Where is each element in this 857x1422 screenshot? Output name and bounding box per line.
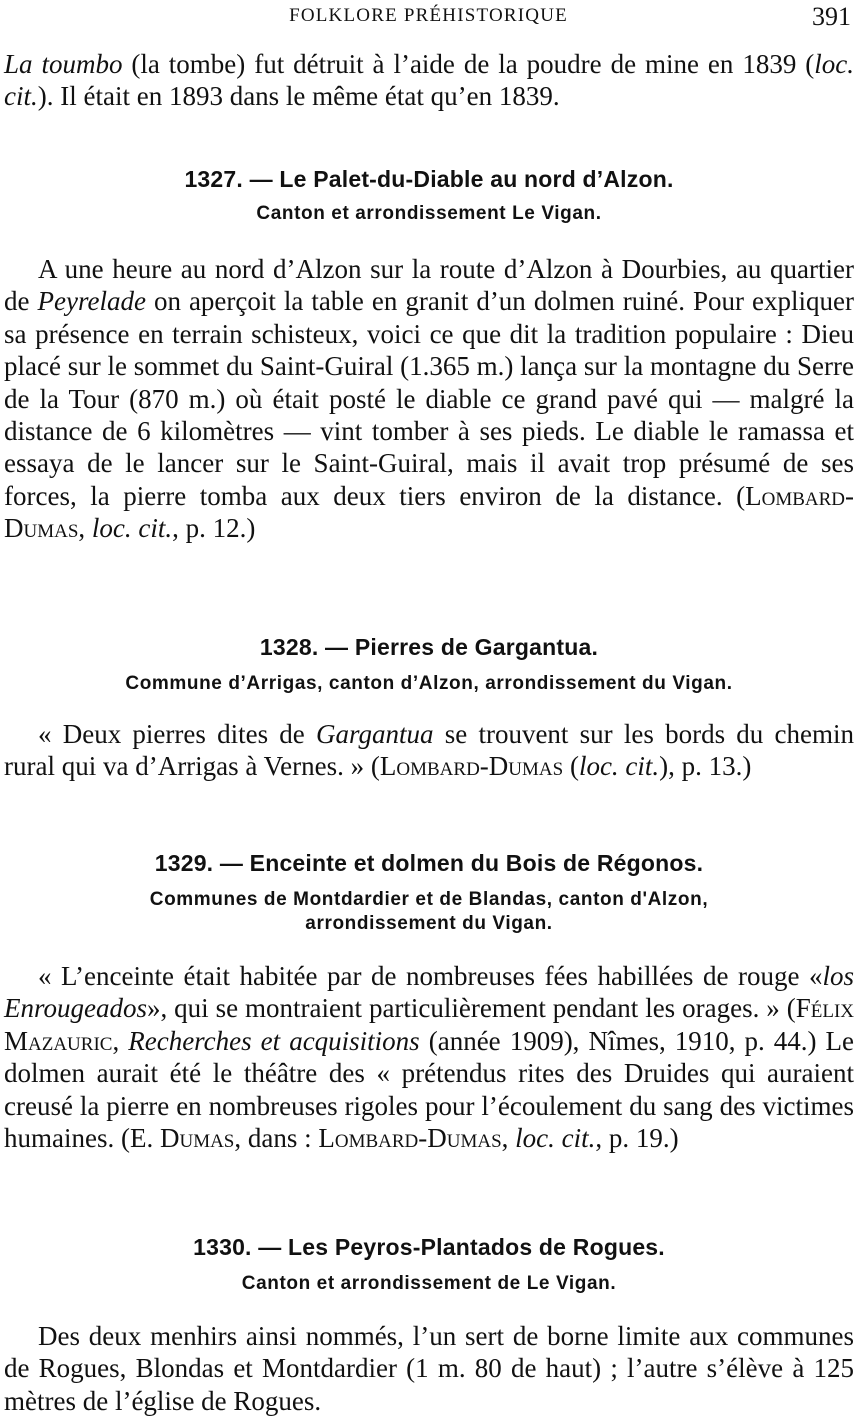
entry-text: , p. 19.) bbox=[595, 1123, 679, 1154]
author-name: Lombard-Dumas bbox=[4, 480, 854, 544]
entry-subtitle: Commune d’Arrigas, canton d’Alzon, arrondissement du Vigan. bbox=[125, 673, 733, 694]
entry-text: », qui se montraient particulièrement pendant les orages. » ( bbox=[147, 993, 796, 1024]
entry-text: , bbox=[112, 1025, 129, 1056]
entry-title: 1329. — Enceinte et dolmen du Bois de Régonos. bbox=[154, 850, 704, 876]
entry-subtitle: Canton et arrondissement de Le Vigan. bbox=[241, 1273, 617, 1294]
entry-text: Des deux menhirs ainsi nommés, l’un sert de borne limite aux communes de Rogues, Blondas et Montdardier (1 m. 80 de haut) ; l’autre s’élève à 125 mètres de l’église de Rogues. bbox=[4, 1321, 854, 1416]
entry-text: , p. 12.) bbox=[172, 513, 256, 544]
entry-paragraph bbox=[4, 253, 854, 545]
entry-text: Peyrelade bbox=[37, 286, 146, 317]
entry-1330-body bbox=[4, 1320, 854, 1417]
entry-text: on aperçoit la table en granit d’un dolmen ruiné. Pour expliquer sa présence en terrain schisteux, voici ce que dit la tradition populaire : Dieu placé sur le sommet du Saint-Guiral (1.365 m.) lança sur la montagne du Serre de la Tour (870 m.) où était posté le diable ce grand pavé qui — malgré la distance de 6 kilomètres — vint tomber à ses pieds. Le diable le ramassa et essaya de le lancer sur le Saint-Guiral, mais il avait trop présumé de ses forces, la pierre tomba aux deux tiers environ de la distance. ( bbox=[4, 286, 855, 511]
page-number: 391 bbox=[812, 2, 851, 31]
entry-subtitle: Communes de Montdardier et de Blandas, canton d'Alzon, bbox=[149, 889, 709, 910]
intro-text: (la tombe) fut détruit à l’aide de la poudre de mine en 1839 ( bbox=[122, 49, 815, 79]
entry-1327 bbox=[4, 166, 854, 193]
entry-text: Recherches et acquisitions bbox=[128, 1025, 420, 1056]
entry-text: loc. cit. bbox=[515, 1123, 596, 1154]
intro-text: La toumbo bbox=[4, 49, 123, 79]
author-name: Lombard-Dumas bbox=[318, 1123, 502, 1154]
entry-1329-subtitle bbox=[4, 888, 854, 936]
entry-text: loc. cit. bbox=[91, 513, 173, 544]
entry-1327-subtitle bbox=[4, 202, 854, 226]
entry-text: los Enrougeados bbox=[4, 961, 854, 1024]
entry-text: (année 1909), Nîmes, 1910, p. 44.) Le dolmen aurait été le théâtre des « prétendus rites des Druides qui auraient creusé la pierre en nombreuses rigoles pour l’écoulement du sang des victimes humaines. (E. bbox=[4, 1025, 855, 1154]
entry-text: , bbox=[78, 513, 92, 544]
intro-text: ). Il était en 1893 dans le même état qu’en 1839. bbox=[37, 81, 560, 112]
author-name: Lombard-Dumas bbox=[379, 751, 564, 782]
entry-text: se trouvent sur les bords du chemin rural qui va d’Arrigas à Vernes. » ( bbox=[4, 719, 854, 782]
author-name: Dumas bbox=[159, 1123, 235, 1154]
entry-text: Gargantua bbox=[316, 719, 434, 749]
entry-title: 1330. — Les Peyros-Plantados de Rogues. bbox=[193, 1234, 665, 1260]
entry-text: ), p. 13.) bbox=[659, 751, 752, 782]
entry-text: « Deux pierres dites de bbox=[38, 719, 317, 749]
running-title: FOLKLORE PRÉHISTORIQUE bbox=[289, 5, 568, 26]
entry-paragraph bbox=[4, 718, 854, 783]
entry-subtitle: Canton et arrondissement Le Vigan. bbox=[256, 203, 602, 224]
entry-1329-body bbox=[4, 960, 854, 1154]
entry-1330-subtitle bbox=[4, 1272, 854, 1296]
entry-1329 bbox=[4, 850, 854, 877]
entry-1328-body bbox=[4, 718, 854, 783]
intro-text: loc. cit. bbox=[4, 49, 854, 112]
running-head bbox=[0, 2, 857, 32]
entry-text: , bbox=[501, 1123, 516, 1154]
entry-subtitle: arrondissement du Vigan. bbox=[305, 913, 553, 934]
entry-title: 1328. — Pierres de Gargantua. bbox=[259, 634, 599, 660]
entry-title: 1327. — Le Palet-du-Diable au nord d’Alzon. bbox=[184, 166, 674, 192]
entry-1327-body bbox=[4, 253, 854, 545]
entry-paragraph bbox=[4, 1320, 854, 1417]
entry-text: ( bbox=[563, 751, 579, 782]
author-name: Félix Mazauric bbox=[4, 993, 854, 1056]
entry-text: loc. cit. bbox=[578, 751, 660, 782]
entry-text: « L’enceinte était habitée par de nombreuses fées habillées de rouge « bbox=[38, 961, 823, 991]
intro-block bbox=[4, 48, 854, 113]
entry-text: , dans : bbox=[234, 1123, 319, 1154]
entry-paragraph bbox=[4, 960, 854, 1154]
entry-1330 bbox=[4, 1234, 854, 1261]
entry-1328-subtitle bbox=[4, 672, 854, 696]
intro-paragraph bbox=[4, 48, 854, 113]
entry-text: A une heure au nord d’Alzon sur la route d’Alzon à Dourbies, au quartier de bbox=[4, 254, 854, 317]
entry-1328 bbox=[4, 634, 854, 661]
